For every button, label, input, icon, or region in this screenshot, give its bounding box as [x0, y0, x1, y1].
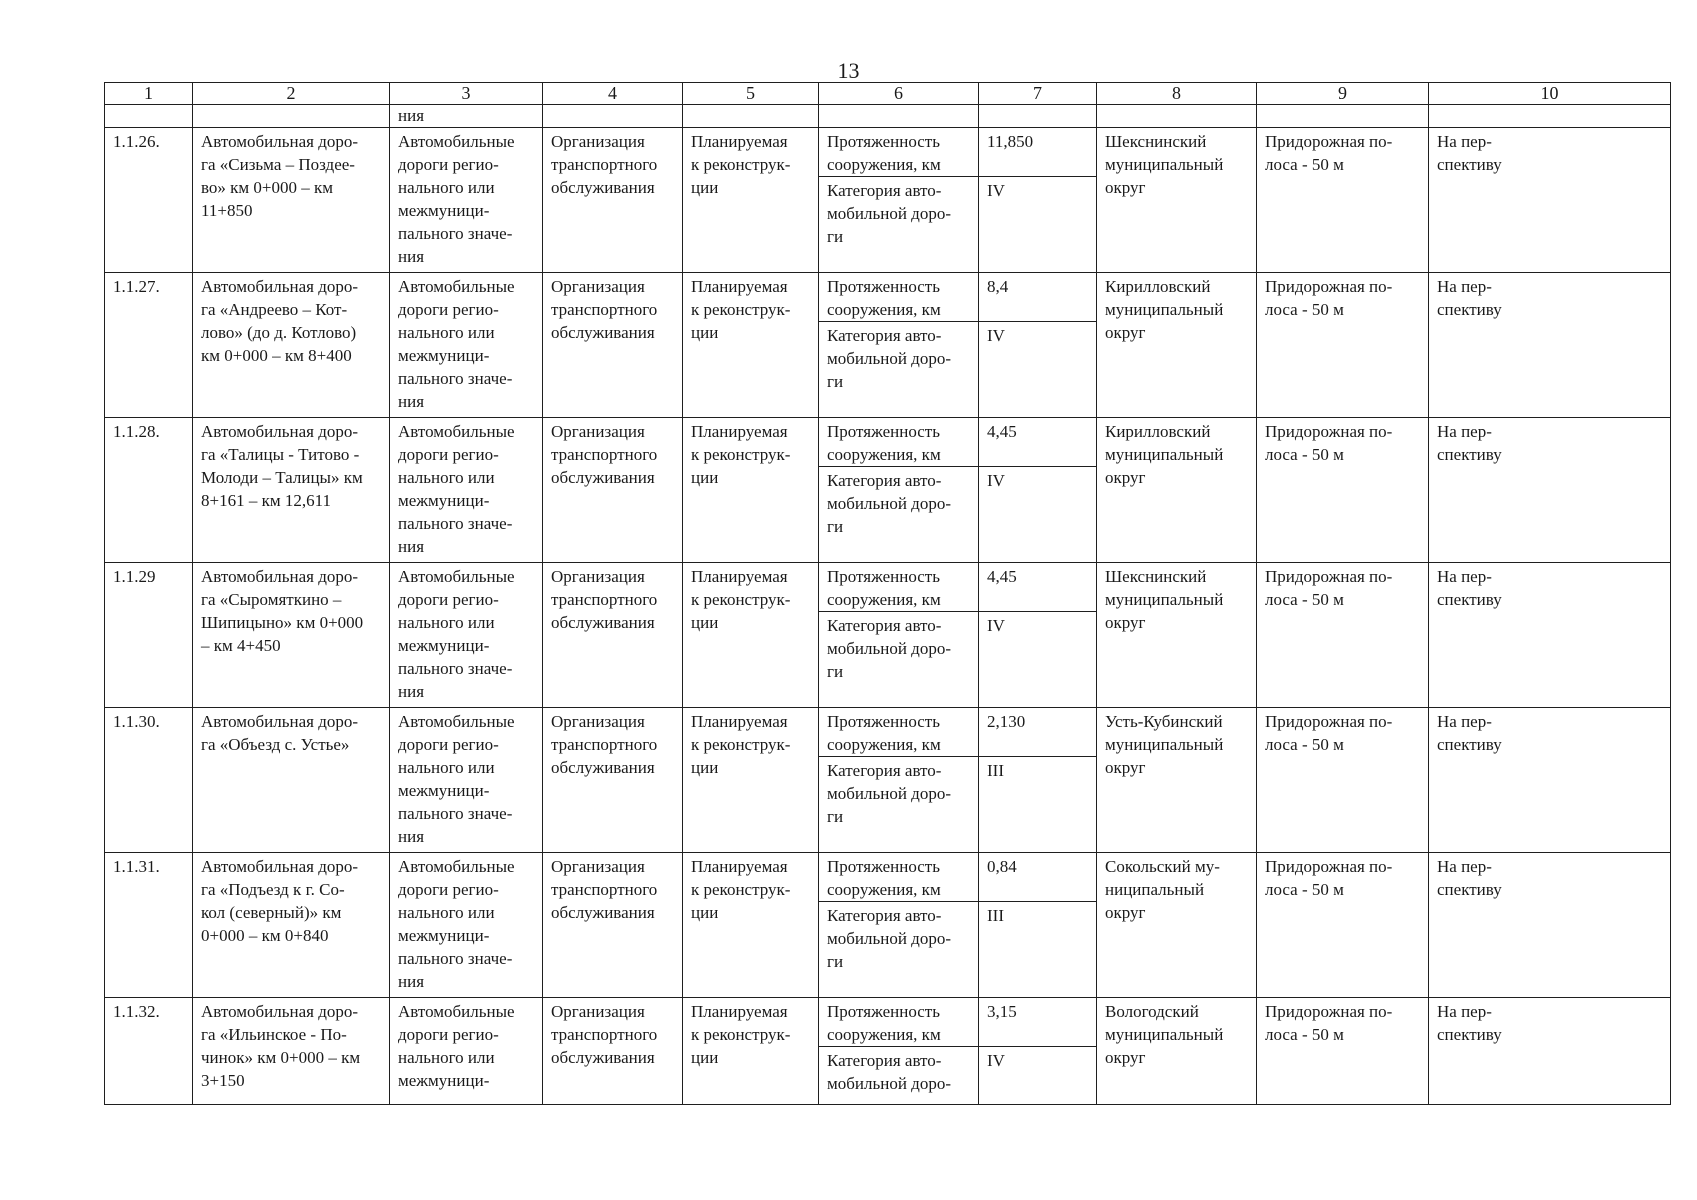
term: На пер- спективу [1429, 128, 1671, 273]
table-cell [543, 105, 683, 128]
length-value: 11,850 [979, 128, 1097, 177]
data-table [104, 82, 1671, 1105]
roadside-zone: Придорожная по- лоса - 50 м [1257, 708, 1429, 853]
term: На пер- спективу [1429, 998, 1671, 1105]
road-type: Автомобильные дороги регио- нального или межмуници- пального значе- ния [390, 708, 543, 853]
road-status: Планируемая к реконструк- ции [683, 128, 819, 273]
table-cell [105, 105, 193, 128]
row-number: 1.1.26. [105, 128, 193, 273]
category-label: Категория авто- мобильной доро- ги [819, 322, 979, 418]
column-header-row [105, 83, 1671, 105]
table-row [105, 563, 1671, 612]
table-cell [193, 105, 390, 128]
length-label: Протяженность сооружения, км [819, 128, 979, 177]
category-label: Категория авто- мобильной доро- ги [819, 467, 979, 563]
term: На пер- спективу [1429, 708, 1671, 853]
location: Кирилловский муниципальный округ [1097, 418, 1257, 563]
road-purpose: Организация транспортного обслуживания [543, 853, 683, 998]
term: На пер- спективу [1429, 853, 1671, 998]
road-type: Автомобильные дороги регио- нального или межмуници- пального значе- ния [390, 853, 543, 998]
table-row [105, 418, 1671, 467]
length-value: 3,15 [979, 998, 1097, 1047]
location: Вологодский муниципальный округ [1097, 998, 1257, 1105]
column-header: 4 [543, 83, 683, 105]
road-status: Планируемая к реконструк- ции [683, 998, 819, 1105]
table-cell [683, 105, 819, 128]
row-number: 1.1.30. [105, 708, 193, 853]
road-type: Автомобильные дороги регио- нального или межмуници- [390, 998, 543, 1105]
roadside-zone: Придорожная по- лоса - 50 м [1257, 128, 1429, 273]
roadside-zone: Придорожная по- лоса - 50 м [1257, 273, 1429, 418]
table-cell [979, 105, 1097, 128]
road-purpose: Организация транспортного обслуживания [543, 998, 683, 1105]
column-header: 8 [1097, 83, 1257, 105]
road-name: Автомобильная доро- га «Андреево – Кот- лово» (до д. Котлово) км 0+000 – км 8+400 [193, 273, 390, 418]
road-status: Планируемая к реконструк- ции [683, 563, 819, 708]
table-row [105, 853, 1671, 902]
length-label: Протяженность сооружения, км [819, 853, 979, 902]
road-purpose: Организация транспортного обслуживания [543, 273, 683, 418]
row-number: 1.1.31. [105, 853, 193, 998]
category-label: Категория авто- мобильной доро- ги [819, 612, 979, 708]
category-value: IV [979, 177, 1097, 273]
road-status: Планируемая к реконструк- ции [683, 418, 819, 563]
road-name: Автомобильная доро- га «Талицы - Титово - Молоди – Талицы» км 8+161 – км 12,611 [193, 418, 390, 563]
column-header: 6 [819, 83, 979, 105]
length-label: Протяженность сооружения, км [819, 708, 979, 757]
column-header: 9 [1257, 83, 1429, 105]
road-type: Автомобильные дороги регио- нального или межмуници- пального значе- ния [390, 418, 543, 563]
column-header: 5 [683, 83, 819, 105]
length-value: 0,84 [979, 853, 1097, 902]
location: Шекснинский муниципальный округ [1097, 128, 1257, 273]
road-name: Автомобильная доро- га «Сизьма – Поздее- во» км 0+000 – км 11+850 [193, 128, 390, 273]
road-status: Планируемая к реконструк- ции [683, 273, 819, 418]
road-type: Автомобильные дороги регио- нального или межмуници- пального значе- ния [390, 128, 543, 273]
row-number: 1.1.28. [105, 418, 193, 563]
roadside-zone: Придорожная по- лоса - 50 м [1257, 853, 1429, 998]
column-header: 7 [979, 83, 1097, 105]
continuation-text: ния [390, 105, 543, 128]
category-label: Категория авто- мобильной доро- [819, 1047, 979, 1105]
roadside-zone: Придорожная по- лоса - 50 м [1257, 563, 1429, 708]
length-label: Протяженность сооружения, км [819, 563, 979, 612]
table-cell [1257, 105, 1429, 128]
row-number: 1.1.32. [105, 998, 193, 1105]
road-purpose: Организация транспортного обслуживания [543, 708, 683, 853]
road-purpose: Организация транспортного обслуживания [543, 128, 683, 273]
road-status: Планируемая к реконструк- ции [683, 853, 819, 998]
term: На пер- спективу [1429, 563, 1671, 708]
road-name: Автомобильная доро- га «Подъезд к г. Со- кол (северный)» км 0+000 – км 0+840 [193, 853, 390, 998]
length-label: Протяженность сооружения, км [819, 998, 979, 1047]
row-number: 1.1.27. [105, 273, 193, 418]
roadside-zone: Придорожная по- лоса - 50 м [1257, 998, 1429, 1105]
length-value: 4,45 [979, 418, 1097, 467]
category-label: Категория авто- мобильной доро- ги [819, 902, 979, 998]
location: Усть-Кубинский муниципальный округ [1097, 708, 1257, 853]
column-header: 3 [390, 83, 543, 105]
road-name: Автомобильная доро- га «Объезд с. Устье» [193, 708, 390, 853]
term: На пер- спективу [1429, 418, 1671, 563]
road-type: Автомобильные дороги регио- нального или межмуници- пального значе- ния [390, 273, 543, 418]
location: Сокольский му- ниципальный округ [1097, 853, 1257, 998]
column-header: 2 [193, 83, 390, 105]
length-label: Протяженность сооружения, км [819, 418, 979, 467]
table-cell [1429, 105, 1671, 128]
term: На пер- спективу [1429, 273, 1671, 418]
road-name: Автомобильная доро- га «Ильинское - По- чинок» км 0+000 – км 3+150 [193, 998, 390, 1105]
table-cell [1097, 105, 1257, 128]
length-label: Протяженность сооружения, км [819, 273, 979, 322]
category-value: IV [979, 322, 1097, 418]
table-row [105, 128, 1671, 177]
category-value: III [979, 757, 1097, 853]
length-value: 2,130 [979, 708, 1097, 757]
category-value: IV [979, 467, 1097, 563]
table-row [105, 708, 1671, 757]
row-number: 1.1.29 [105, 563, 193, 708]
category-label: Категория авто- мобильной доро- ги [819, 757, 979, 853]
column-header: 1 [105, 83, 193, 105]
table-cell [819, 105, 979, 128]
category-value: IV [979, 1047, 1097, 1105]
column-header: 10 [1429, 83, 1671, 105]
page-number: 13 [837, 58, 860, 83]
roadside-zone: Придорожная по- лоса - 50 м [1257, 418, 1429, 563]
road-type: Автомобильные дороги регио- нального или межмуници- пального значе- ния [390, 563, 543, 708]
table-row [105, 998, 1671, 1047]
location: Кирилловский муниципальный округ [1097, 273, 1257, 418]
category-value: III [979, 902, 1097, 998]
category-label: Категория авто- мобильной доро- ги [819, 177, 979, 273]
continuation-row [105, 105, 1671, 128]
road-name: Автомобильная доро- га «Сыромяткино – Шипицыно» км 0+000 – км 4+450 [193, 563, 390, 708]
road-status: Планируемая к реконструк- ции [683, 708, 819, 853]
length-value: 4,45 [979, 563, 1097, 612]
road-purpose: Организация транспортного обслуживания [543, 418, 683, 563]
location: Шекснинский муниципальный округ [1097, 563, 1257, 708]
table-row [105, 273, 1671, 322]
category-value: IV [979, 612, 1097, 708]
road-purpose: Организация транспортного обслуживания [543, 563, 683, 708]
length-value: 8,4 [979, 273, 1097, 322]
